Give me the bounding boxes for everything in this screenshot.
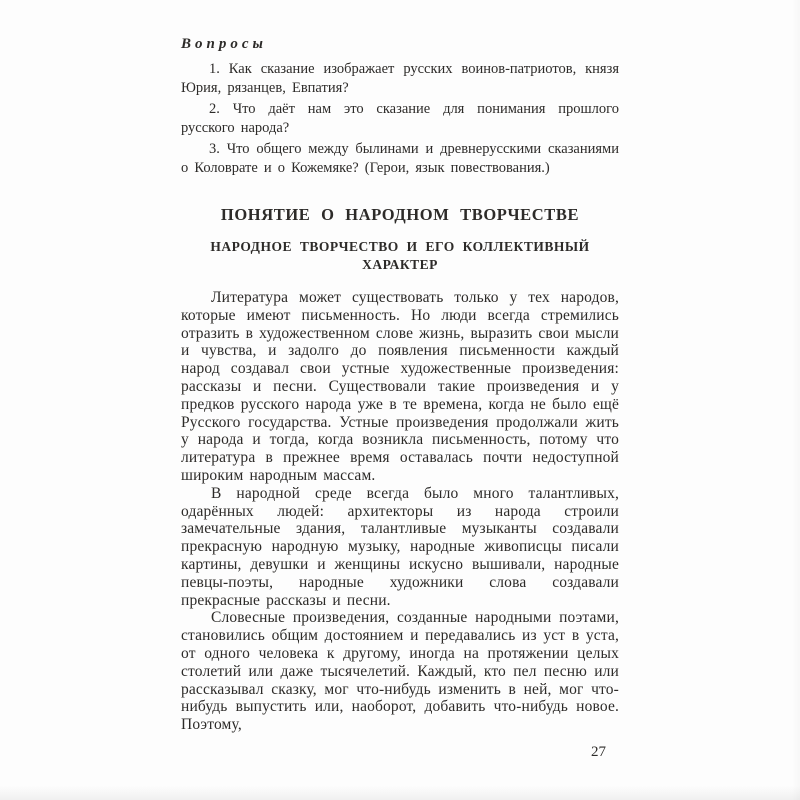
body-paragraph-3: Словесные произведения, созданные народными поэтами, становились общим достоянием и передавались из уст в уста, от одного человека к другому, иногда на протяжении целых столетий или даже тысячелетий. Каждый, кто пел песню или рассказывал сказку, мог что-нибудь изменить в ней, мог что-нибудь выпустить или, наоборот, добавить что-нибудь новое. Поэтому, (181, 609, 619, 734)
body-paragraph-1: Литература может существовать только у тех народов, которые имеют письменность. Но люди всегда стремились отразить в художественном слове жизнь, выразить свои мысли и чувства, и задолго до появления письменности каждый народ создавал свои устные художественные произведения: рассказы и песни. Существовали такие произведения и у предков русского народа уже в те времена, когда не было ещё Русского государства. Устные произведения продолжали жить у народа и тогда, когда возникла письменность, потому что литература в прежнее время оставалась почти недоступной широким народным массам. (181, 289, 619, 484)
questions-heading: Вопросы (181, 36, 267, 52)
question-item-2: 2. Что даёт нам это сказание для понимания прошлого русского народа? (181, 101, 619, 136)
question-item-3: 3. Что общего между былинами и древнерусскими сказаниями о Коловрате и о Кожемяке? (Герои, язык повествования.) (181, 141, 619, 176)
chapter-title: ПОНЯТИЕ О НАРОДНОМ ТВОРЧЕСТВЕ (220, 205, 580, 224)
page-edge-shading-right (792, 0, 800, 800)
page-text-block (181, 36, 619, 761)
section-title: НАРОДНОЕ ТВОРЧЕСТВО И ЕГО КОЛЛЕКТИВНЫЙ ХАРАКТЕР (210, 239, 590, 272)
page-edge-shading-bottom (0, 786, 800, 800)
page-number: 27 (591, 743, 606, 760)
question-item-1: 1. Как сказание изображает русских воинов-патриотов, князя Юрия, рязанцев, Евпатия? (181, 61, 619, 96)
body-paragraph-2: В народной среде всегда было много талантливых, одарённых людей: архитекторы из народа строили замечательные здания, талантливые музыканты создавали прекрасную народную музыку, народные живописцы писали картины, девушки и женщины искусно вышивали, народные певцы-поэты, народные художники слова создавали прекрасные рассказы и песни. (181, 484, 619, 609)
